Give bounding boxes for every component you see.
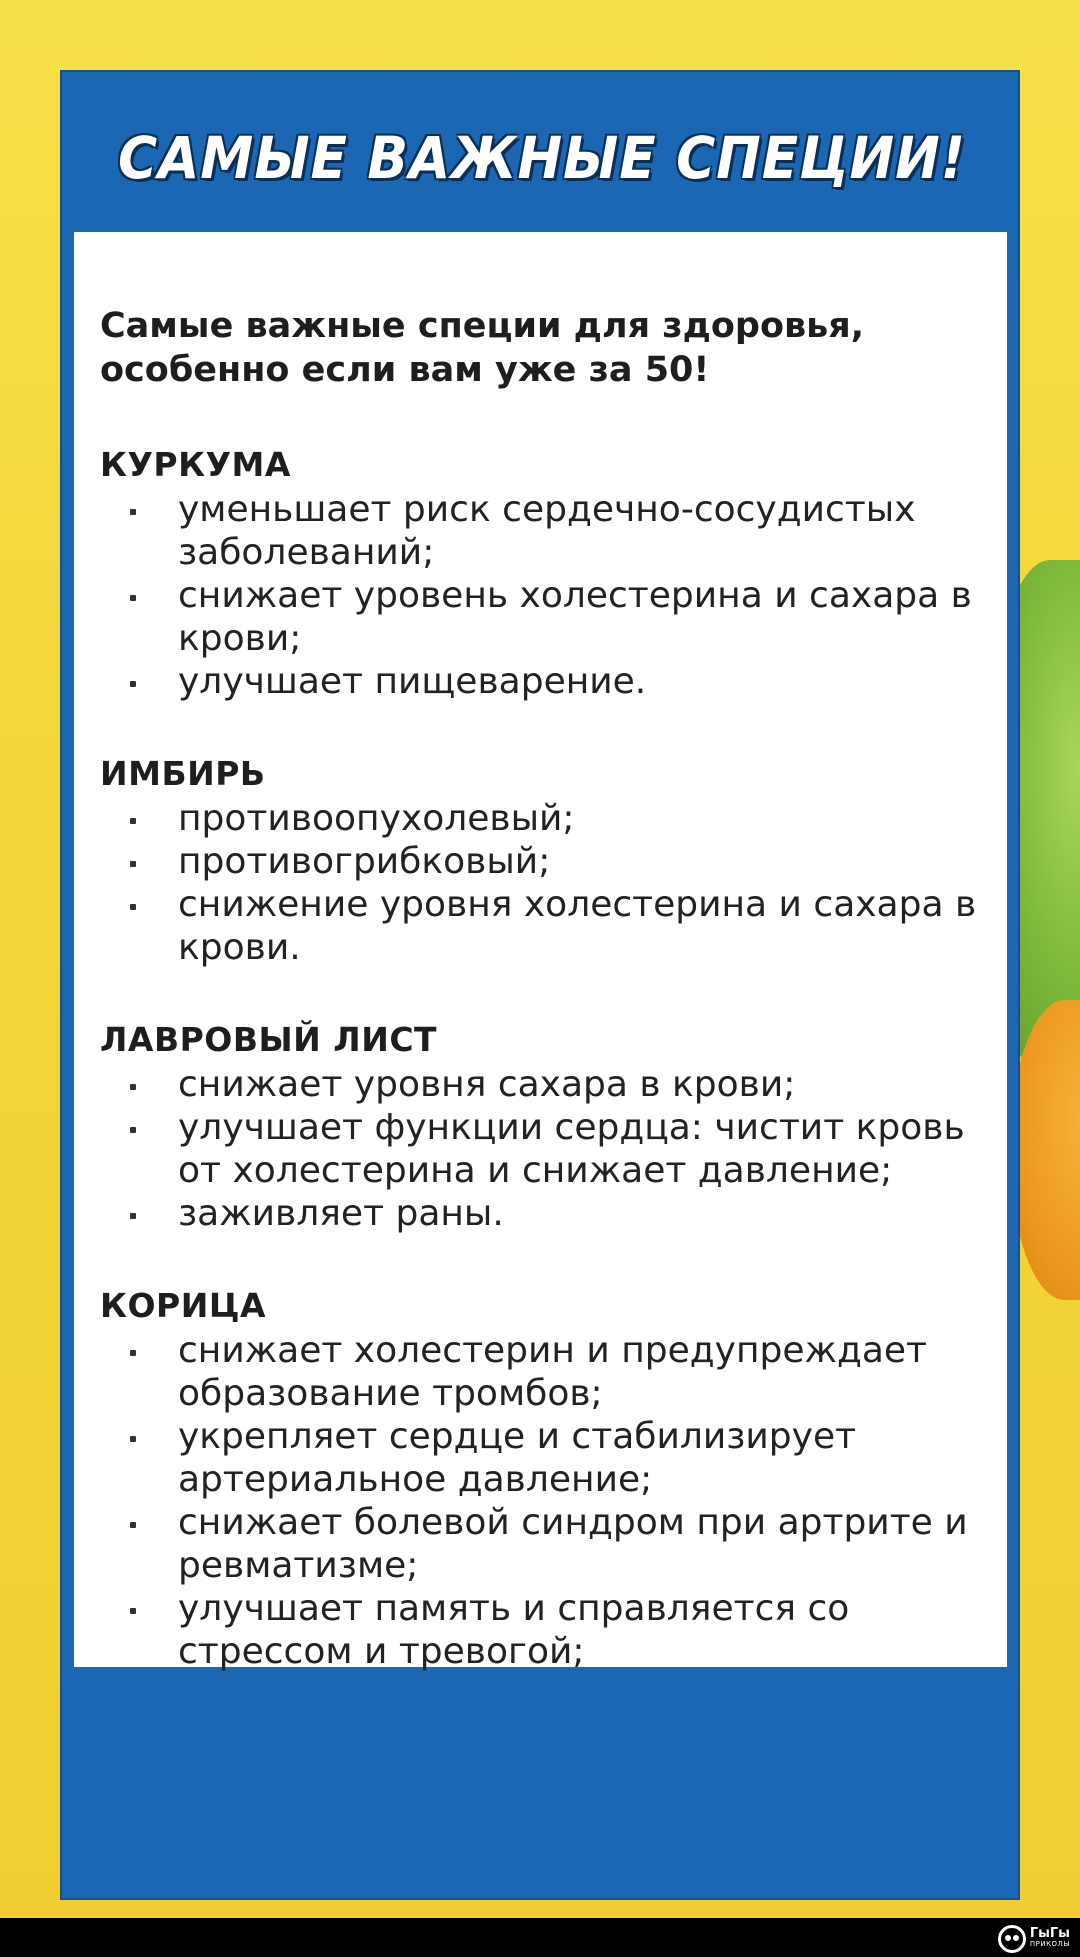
list-item: противогрибковый; xyxy=(100,840,987,883)
list-item: снижает уровня сахара в крови; xyxy=(100,1063,987,1106)
section-title: КОРИЦА xyxy=(100,1286,266,1325)
content-card xyxy=(74,232,1007,1672)
section-title: ИМБИРЬ xyxy=(100,754,266,793)
list-item: улучшает функции сердца: чистит кровь от холестерина и снижает давление; xyxy=(100,1106,987,1192)
section-cinnamon xyxy=(100,1285,987,1673)
section-title: КУРКУМА xyxy=(100,445,291,484)
list-item: улучшает память и справляется со стрессом и тревогой; xyxy=(100,1587,987,1673)
watermark-logo xyxy=(998,1925,1070,1953)
list-item: снижает уровень холестерина и сахара в крови; xyxy=(100,574,987,660)
list-item: улучшает пищеварение. xyxy=(100,660,987,703)
section-bay-leaf xyxy=(100,1019,987,1235)
list-item: снижает болевой синдром при артрите и ревматизме; xyxy=(100,1501,987,1587)
list-item: противоопухолевый; xyxy=(100,797,987,840)
watermark-subtitle: ПРИКОЛЫ xyxy=(1029,1940,1070,1948)
section-ginger xyxy=(100,753,987,969)
section-turmeric xyxy=(100,444,987,703)
benefit-list xyxy=(100,488,987,703)
benefit-list xyxy=(100,1063,987,1235)
list-item: заживляет раны. xyxy=(100,1192,987,1235)
benefit-list xyxy=(100,797,987,969)
watermark-title: ГыГы xyxy=(1029,1926,1070,1941)
page-title: САМЫЕ ВАЖНЫЕ СПЕЦИИ! xyxy=(118,124,966,192)
section-title: ЛАВРОВЫЙ ЛИСТ xyxy=(100,1020,438,1059)
list-item: уменьшает риск сердечно-сосудистых заболеваний; xyxy=(100,488,987,574)
list-item: укрепляет сердце и стабилизирует артериальное давление; xyxy=(100,1415,987,1501)
benefit-list xyxy=(100,1329,987,1673)
smiley-icon xyxy=(998,1925,1026,1953)
intro-text: Самые важные специи для здоровья, особенно если вам уже за 50! xyxy=(100,306,865,390)
list-item: снижение уровня холестерина и сахара в крови. xyxy=(100,883,987,969)
watermark-text xyxy=(1030,1928,1070,1950)
list-item: снижает холестерин и предупреждает образование тромбов; xyxy=(100,1329,987,1415)
blue-panel xyxy=(60,70,1020,1900)
